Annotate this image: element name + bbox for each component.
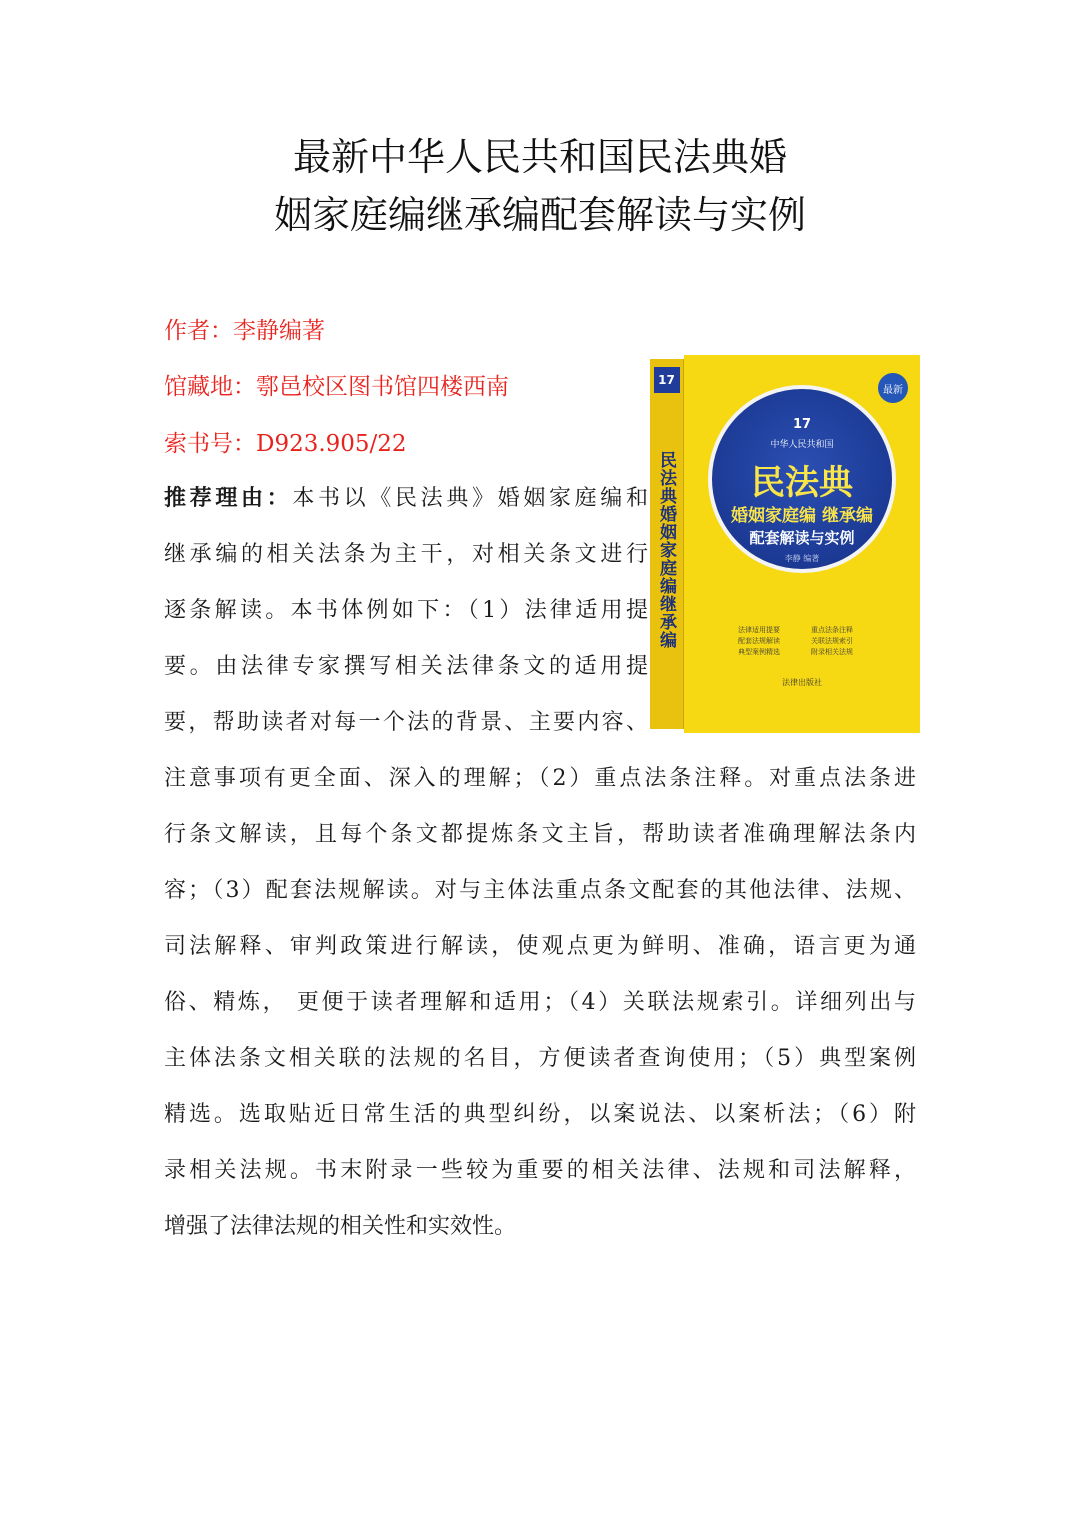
cover-feature: 典型案例精选 (738, 648, 780, 656)
cover-feature: 附录相关法规 (811, 648, 853, 656)
reason-line-12: 精选。选取贴近日常生活的典型纠纷，以案说法、以案析法；（6）附 (164, 1102, 916, 1127)
reason-line-2: 继承编的相关法条为主干，对相关条文进行 (164, 542, 648, 567)
reason-label: 推荐理由： (164, 485, 293, 511)
cover-title-line-2: 婚姻家庭编 继承编 (731, 506, 873, 526)
spine-title: 民法典婚姻家庭编继承编 (656, 451, 676, 649)
document-title (0, 128, 1080, 244)
cover-badge: 最新 (878, 373, 908, 403)
cover-feature: 重点法条注释 (811, 626, 853, 634)
cover-subtitle: 中华人民共和国 (770, 440, 834, 450)
cover-feature: 关联法规索引 (811, 637, 853, 645)
cover-publisher-logo: 法律出版社 (782, 678, 822, 687)
location-line: 馆藏地：鄠邑校区图书馆四楼西南 (164, 374, 509, 400)
reason-line-1: 推荐理由：本书以《民法典》婚姻家庭编和 (164, 485, 648, 511)
title-line-2: 姻家庭编继承编配套解读与实例 (273, 193, 806, 237)
reason-line-9: 司法解释、审判政策进行解读，使观点更为鲜明、准确，语言更为通 (164, 934, 916, 959)
reason-line-10: 俗、精炼， 更便于读者理解和适用；（4）关联法规索引。详细列出与 (164, 990, 916, 1015)
reason-line-13: 录相关法规。书末附录一些较为重要的相关法律、法规和司法解释， (164, 1158, 916, 1183)
reason-line-7: 行条文解读，且每个条文都提炼条文主旨，帮助读者准确理解法条内 (164, 822, 916, 847)
author-line: 作者：李静编著 (164, 318, 325, 344)
spine-number: 17 (654, 367, 680, 393)
cover-features (738, 625, 878, 658)
reason-line-4: 要。由法律专家撰写相关法律条文的适用提 (164, 654, 648, 679)
reason-line-8: 容；（3）配套法规解读。对与主体法重点条文配套的其他法律、法规、 (164, 878, 916, 903)
book-spine (650, 359, 684, 729)
reason-line-11: 主体法条文相关联的法规的名目，方便读者查询使用；（5）典型案例 (164, 1046, 916, 1071)
cover-feature: 配套法规解读 (738, 637, 780, 645)
cover-number: 17 (792, 417, 812, 432)
reason-line-14: 增强了法律法规的相关性和实效性。 (164, 1214, 517, 1239)
title-line-1: 最新中华人民共和国民法典婚 (292, 135, 787, 179)
book-cover-image (650, 355, 920, 733)
reason-line-5: 要，帮助读者对每一个法的背景、主要内容、 (164, 710, 648, 735)
cover-main-title: 民法典 (751, 463, 853, 503)
book-front (684, 355, 920, 733)
cover-title-line-3: 配套解读与实例 (749, 529, 855, 547)
call-number-line: 索书号：D923.905/22 (164, 431, 407, 457)
cover-author: 李静 编著 (784, 554, 820, 563)
reason-line-3: 逐条解读。本书体例如下：（1）法律适用提 (164, 598, 648, 623)
reason-line-6: 注意事项有更全面、深入的理解；（2）重点法条注释。对重点法条进 (164, 766, 916, 791)
cover-feature: 法律适用提要 (738, 626, 780, 634)
